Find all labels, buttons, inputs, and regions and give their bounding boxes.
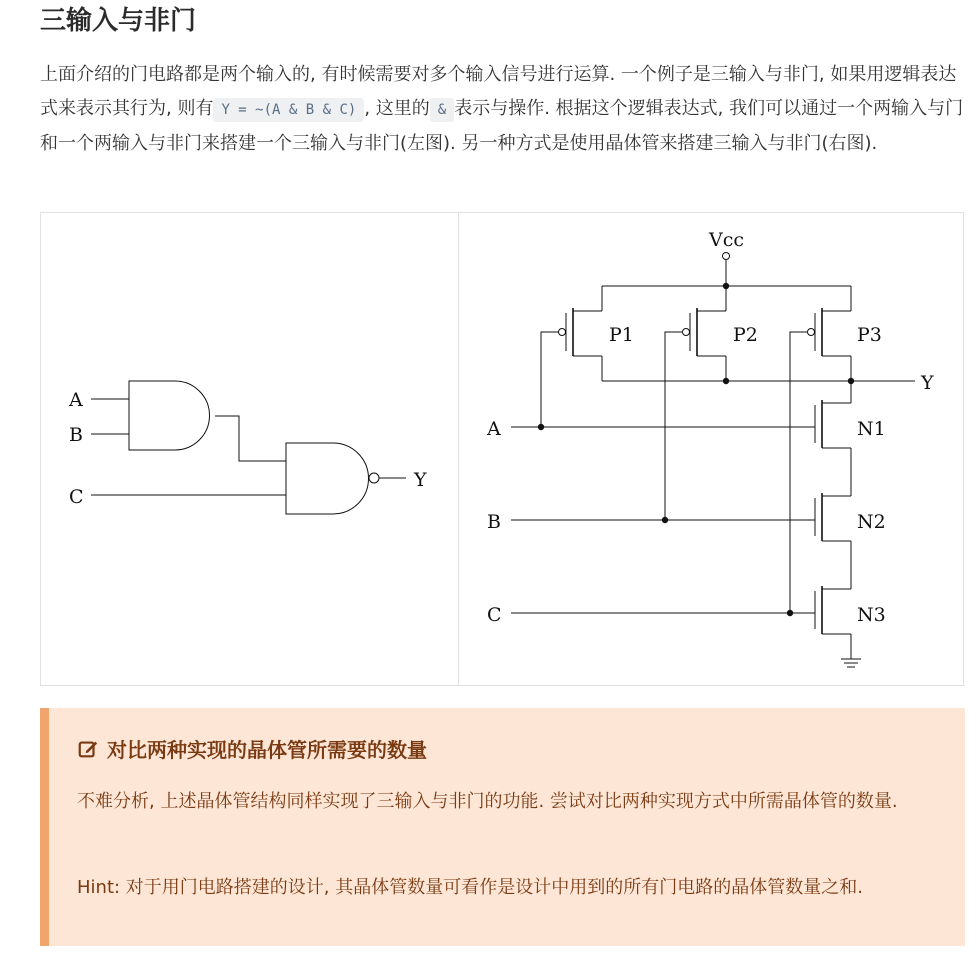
label-a: A bbox=[69, 389, 83, 411]
label-n3: N3 bbox=[857, 604, 886, 626]
label-output-y: Y bbox=[921, 372, 934, 394]
label-n1: N1 bbox=[857, 418, 886, 440]
callout-title bbox=[77, 734, 427, 763]
wire-and-out bbox=[215, 416, 286, 461]
exercise-callout bbox=[40, 708, 965, 946]
gate-diagram bbox=[41, 213, 458, 685]
label-input-a: A bbox=[487, 418, 501, 440]
nmos-n3 bbox=[815, 586, 851, 659]
edit-icon bbox=[77, 738, 99, 760]
label-p3: P3 bbox=[857, 324, 882, 346]
nmos-n2 bbox=[815, 493, 851, 589]
vcc-terminal bbox=[723, 253, 730, 260]
expression-code: Y = ~(A & B & C) bbox=[213, 98, 364, 122]
nmos-n1 bbox=[815, 381, 851, 496]
label-p1: P1 bbox=[609, 324, 634, 346]
intro-paragraph bbox=[40, 58, 965, 161]
gate-diagram-panel bbox=[41, 213, 458, 685]
label-vcc: Vcc bbox=[709, 229, 745, 251]
intro-text-3: 表示与操作. 根据这个逻辑表达式, 我们可以通过一个两输入与门和一个两输入与非门来搭建一个三输入与非门(左图). 另一种方式是使用晶体管来搭建三输入与非门(右图). bbox=[40, 98, 964, 154]
transistor-diagram bbox=[459, 213, 963, 685]
label-b: B bbox=[69, 424, 83, 446]
junction-vdd bbox=[723, 283, 729, 289]
nand-bubble bbox=[369, 473, 379, 483]
junction-a bbox=[538, 424, 544, 430]
nand-gate bbox=[286, 443, 369, 514]
label-c: C bbox=[69, 486, 84, 508]
junction-out-p2 bbox=[723, 378, 729, 384]
junction-out-p3 bbox=[848, 378, 854, 384]
pmos-p2 bbox=[665, 286, 726, 520]
callout-body: 不难分析, 上述晶体管结构同样实现了三输入与非门的功能. 尝试对比两种实现方式中所需晶体管的数量. bbox=[77, 791, 898, 812]
and-gate bbox=[129, 381, 210, 450]
transistor-diagram-panel bbox=[459, 213, 963, 685]
ground-symbol bbox=[841, 659, 861, 667]
label-input-c: C bbox=[487, 604, 502, 626]
circuit-figure bbox=[40, 212, 964, 686]
pmos-p1 bbox=[541, 286, 602, 427]
intro-text-1: 上面介绍的门电路都是两个输入的, 有时候需要对多个输入信号进行运算. 一个例子是三输入与非门, 如果用逻辑表达式来表示其行为, 则有 bbox=[40, 64, 957, 119]
junction-c bbox=[787, 610, 793, 616]
pmos-p3 bbox=[790, 286, 851, 613]
label-y: Y bbox=[414, 469, 427, 491]
callout-title-text: 对比两种实现的晶体管所需要的数量 bbox=[107, 738, 427, 762]
page-title: 三输入与非门 bbox=[40, 6, 197, 36]
intro-text-2: , 这里的 bbox=[364, 98, 430, 119]
callout-hint: Hint: 对于用门电路搭建的设计, 其晶体管数量可看作是设计中用到的所有门电路的晶体管数量之和. bbox=[77, 877, 863, 898]
label-input-b: B bbox=[487, 511, 501, 533]
and-operator-code: & bbox=[430, 98, 454, 122]
label-n2: N2 bbox=[857, 511, 886, 533]
junction-b bbox=[662, 517, 668, 523]
label-p2: P2 bbox=[733, 324, 758, 346]
